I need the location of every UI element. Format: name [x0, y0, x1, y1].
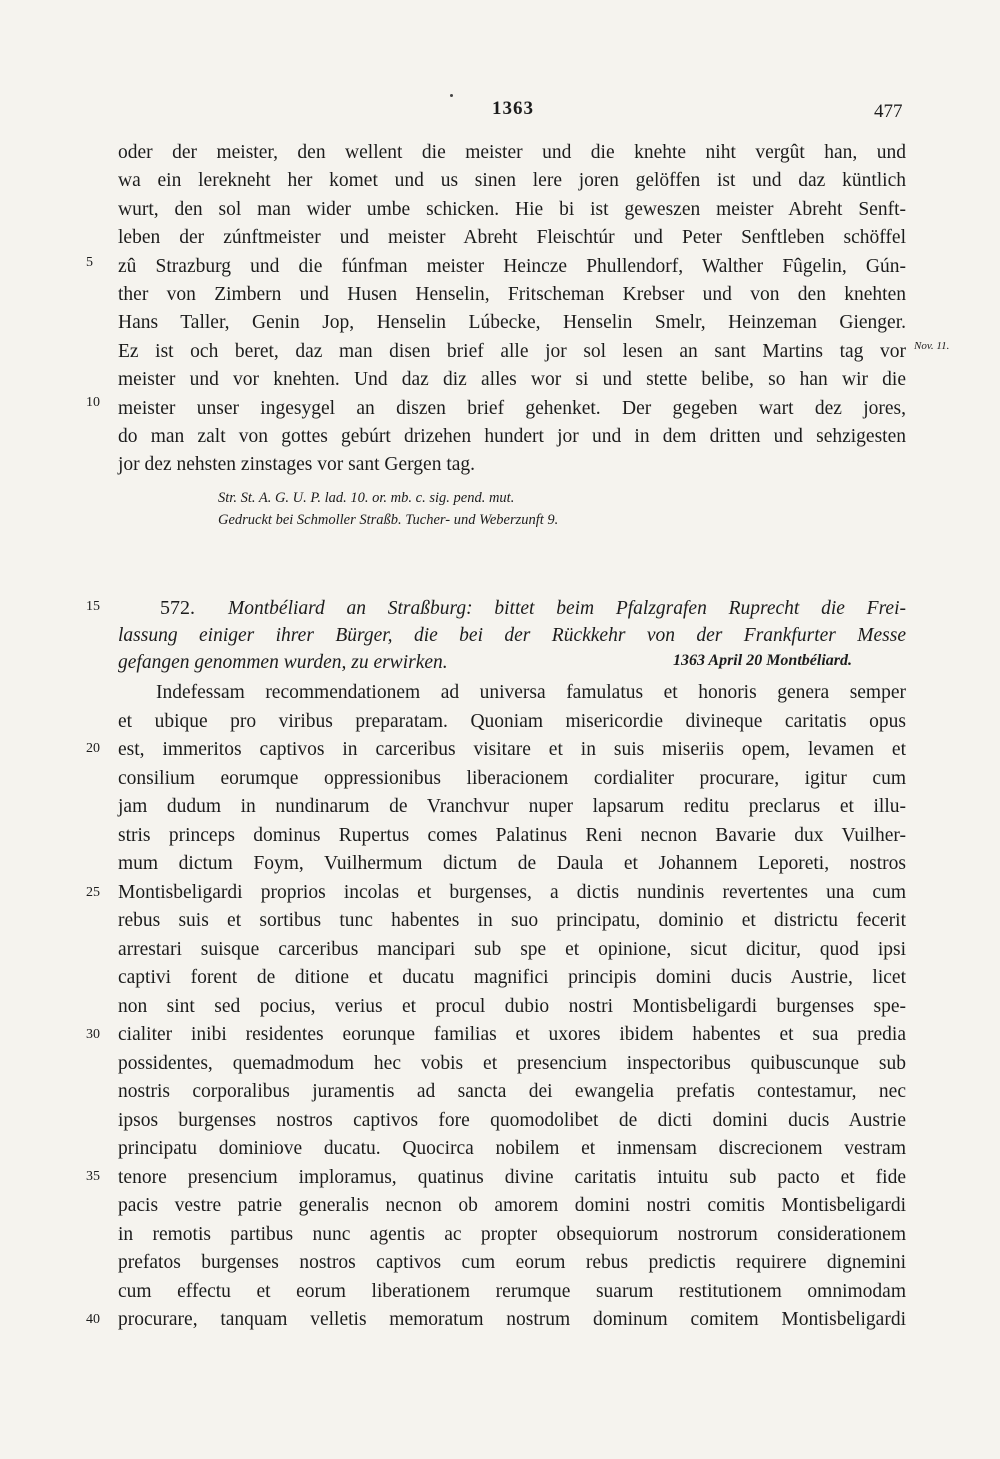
text-line: et ubique pro viribus preparatam. Quoniam misericordie divineque caritatis opus: [118, 710, 906, 732]
text-line: principatu dominiove ducatu. Quocirca nobilem et inmensam discrecionem vestram: [118, 1138, 906, 1159]
text-line: zû Strazburg und die fúnfman meister Heincze Phullendorf, Walther Fûgelin, Gún-: [118, 255, 906, 277]
line-number: 40: [86, 1312, 100, 1327]
text-line: Hans Taller, Genin Jop, Henselin Lúbecke, Henselin Smelr, Heinzeman Gienger.: [118, 312, 906, 334]
margin-date-note: Nov. 11.: [914, 340, 950, 352]
line-number: 25: [86, 885, 100, 900]
text-line: possidentes, quemadmodum hec vobis et presencium inspectoribus quibuscunque sub: [118, 1052, 906, 1074]
text-line: mum dictum Foym, Vuilhermum dictum de Daula et Johannem Leporeti, nostros: [118, 853, 906, 874]
document-number: 572.: [160, 597, 195, 619]
text-line: jam dudum in nundinarum de Vranchvur nuper lapsarum reditu preclarus et illu-: [118, 796, 906, 817]
text-line: captivi forent de ditione et ducatu magnifici principis domini ducis Austrie, licet: [118, 967, 906, 988]
text-line: prefatos burgenses nostros captivos cum eorum rebus predictis requirere dignemini: [118, 1252, 906, 1273]
line-number: 20: [86, 741, 100, 756]
text-line: arrestari suisque carceribus mancipari sub spe et opinione, sicut dicitur, quod ipsi: [118, 938, 906, 960]
text-line: in remotis partibus nunc agentis ac propter obsequiorum nostrorum considerationem: [118, 1223, 906, 1245]
text-line: ipsos burgenses nostros captivos fore quomodolibet de dicti domini ducis Austrie: [118, 1109, 906, 1131]
citation-line: Gedruckt bei Schmoller Straßb. Tucher- und Weberzunft 9.: [218, 512, 559, 528]
text-line: leben der zúnftmeister und meister Abreht Fleischtúr und Peter Senftleben schöffel: [118, 227, 906, 249]
text-line: jor dez nehsten zinstages vor sant Gergen tag.: [118, 454, 476, 476]
text-line: do man zalt von gottes gebúrt drizehen hundert jor und in dem dritten und sehzigesten: [118, 426, 906, 447]
regest-line: Montbéliard an Straßburg: bittet beim Pfalzgrafen Ruprecht die Frei-: [228, 598, 906, 619]
text-line: cum effectu et eorum liberationem rerumque suarum restitutionem omnimodam: [118, 1280, 906, 1302]
text-line: procurare, tanquam velletis memoratum nostrum dominum comitem Montisbeligardi: [118, 1309, 906, 1330]
text-line: oder der meister, den wellent die meister und die knehte niht vergût han, und: [118, 142, 906, 163]
header-year: 1363: [492, 98, 534, 119]
text-line: consilium eorumque oppressionibus liberacionem cordialiter procurare, igitur cum: [118, 767, 906, 789]
text-line: Ez ist och beret, daz man disen brief alle jor sol lesen an sant Martins tag vor: [118, 340, 906, 362]
line-number: 15: [86, 599, 100, 614]
text-line: cialiter inibi residentes eorunque familias et uxores ibidem habentes et sua predia: [118, 1024, 906, 1045]
text-line: meister unser ingesygel an diszen brief gehenket. Der gegeben wart dez jores,: [118, 397, 906, 419]
text-line: wa ein lerekneht her komet und us sinen lere joren gelöffen ist und daz küntlich: [118, 170, 906, 192]
line-number: 5: [86, 255, 93, 270]
page-number: 477: [874, 101, 903, 122]
text-line: meister und vor knehten. Und daz diz alles wor si und stette belibe, so han wir die: [118, 369, 906, 391]
text-line: Indefessam recommendationem ad universa famulatus et honoris genera semper: [156, 682, 906, 703]
line-number: 10: [86, 395, 100, 410]
text-line: ther von Zimbern und Husen Henselin, Fritscheman Krebser und von den knehten: [118, 284, 906, 305]
regest-line: gefangen genommen wurden, zu erwirken.: [118, 652, 448, 673]
text-line: non sint sed pocius, verius et procul dubio nostri Montisbeligardi burgenses spe-: [118, 995, 906, 1017]
text-line: pacis vestre patrie generalis necnon ob amorem domini nostri comitis Montisbeligardi: [118, 1195, 906, 1216]
regest-line: lassung einiger ihrer Bürger, die bei der Rückkehr von der Frankfurter Messe: [118, 625, 906, 646]
text-line: Montisbeligardi proprios incolas et burgenses, a dictis nundinis revertentes una cum: [118, 881, 906, 903]
line-number: 30: [86, 1027, 100, 1042]
text-line: wurt, den sol man wider umbe schicken. Hie bi ist geweszen meister Abreht Senft-: [118, 198, 906, 220]
text-line: tenore presencium imploramus, quatinus divine caritatis intuitu sub pacto et fide: [118, 1166, 906, 1188]
header-dot: [450, 94, 453, 97]
text-line: nostris corporalibus juramentis ad sancta dei ewangelia prefatis contestamur, nec: [118, 1081, 906, 1102]
regest-date: 1363 April 20 Montbéliard.: [673, 652, 852, 669]
line-number: 35: [86, 1169, 100, 1184]
citation-line: Str. St. A. G. U. P. lad. 10. or. mb. c. sig. pend. mut.: [218, 490, 515, 506]
text-line: stris princeps dominus Rupertus comes Palatinus Reni necnon Bavarie dux Vuilher-: [118, 824, 906, 846]
text-line: est, immeritos captivos in carceribus visitare et in suis miseriis opem, levamen et: [118, 739, 906, 760]
text-line: rebus suis et sortibus tunc habentes in suo principatu, dominio et districtu fecerit: [118, 910, 906, 931]
